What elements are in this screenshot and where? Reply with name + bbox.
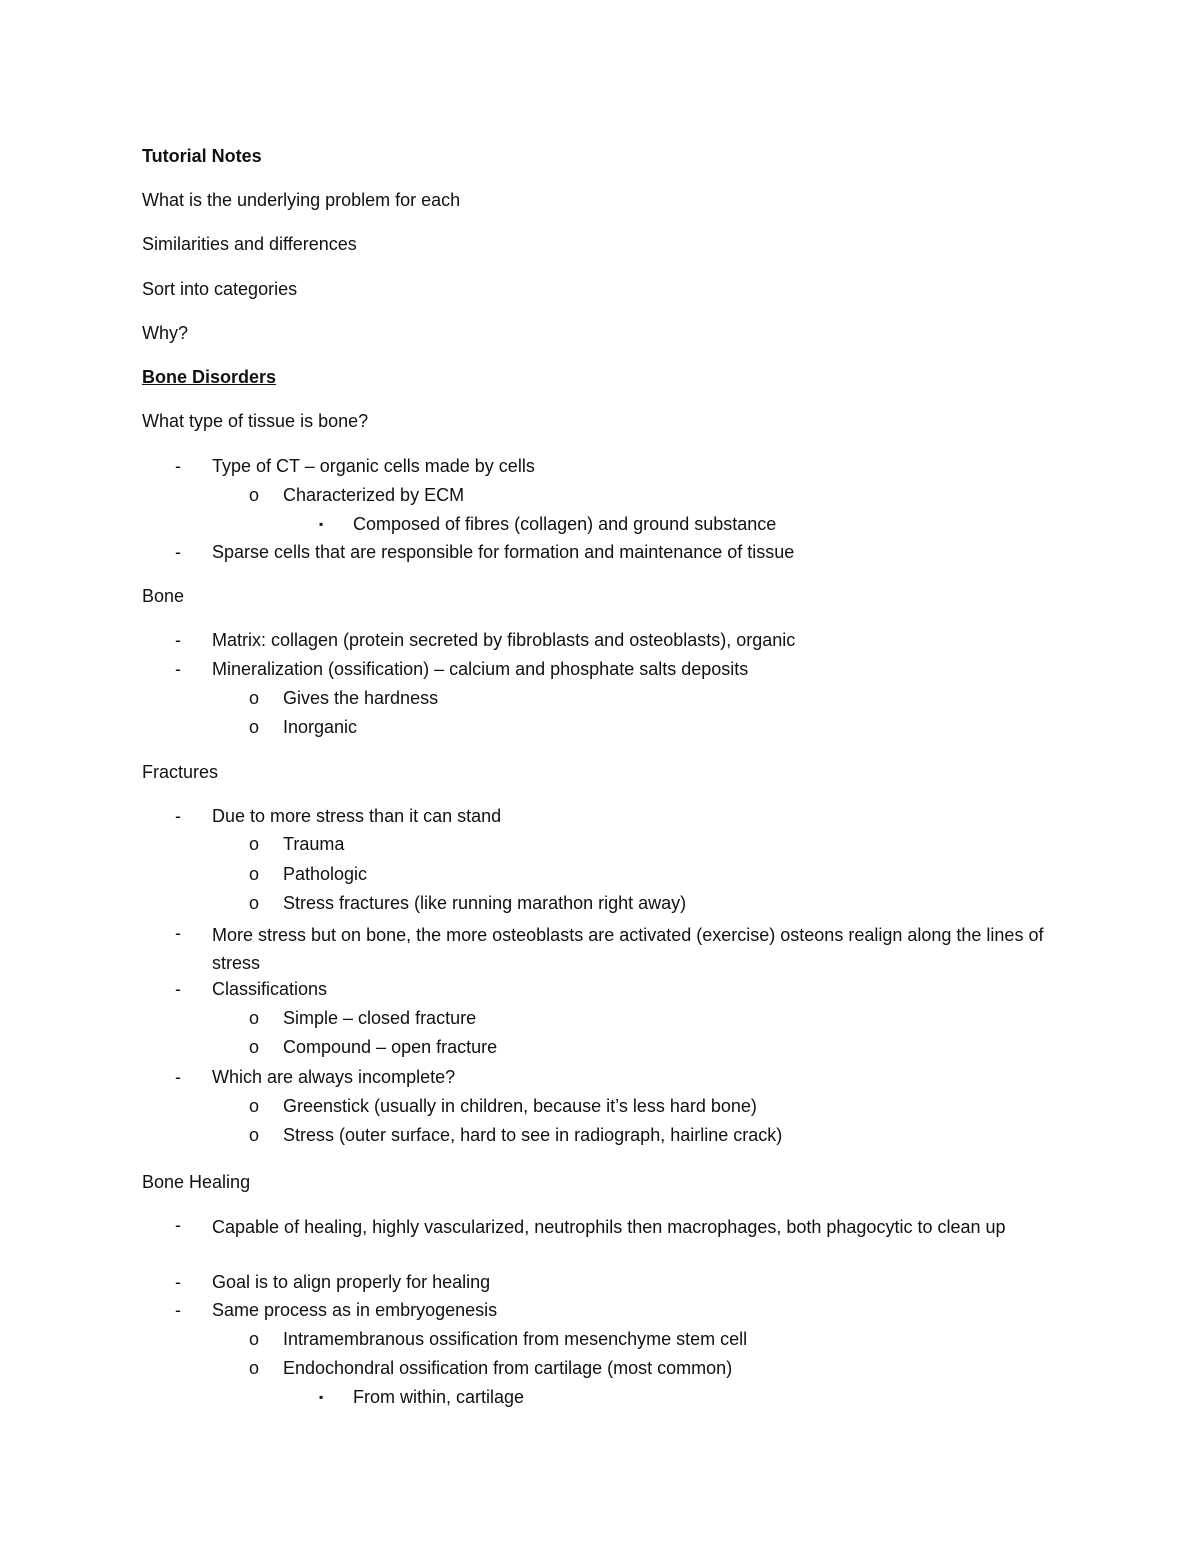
circle-bullet: o (249, 717, 260, 737)
dash-bullet: - (175, 1300, 181, 1320)
list-item: Intramembranous ossification from mesenchyme stem cell (283, 1329, 748, 1349)
section-heading: Bone Disorders (142, 367, 277, 387)
intro-line: Why? (142, 323, 189, 343)
intro-line: Sort into categories (142, 279, 298, 299)
circle-bullet: o (249, 485, 260, 505)
question-line: What type of tissue is bone? (142, 411, 369, 431)
list-item: From within, cartilage (353, 1387, 525, 1407)
list-item: Stress fractures (like running marathon right away) (283, 893, 687, 913)
circle-bullet: o (249, 1096, 260, 1116)
intro-line: What is the underlying problem for each (142, 190, 461, 210)
square-bullet: ▪ (319, 1390, 324, 1404)
section-label-fractures: Fractures (142, 762, 219, 782)
dash-bullet: - (175, 456, 181, 476)
list-item: Greenstick (usually in children, because it’s less hard bone) (283, 1096, 757, 1116)
section-label-bone-healing: Bone Healing (142, 1172, 251, 1192)
list-item: Sparse cells that are responsible for formation and maintenance of tissue (212, 542, 795, 562)
list-item: Composed of fibres (collagen) and ground substance (353, 514, 777, 534)
list-item: Endochondral ossification from cartilage (most common) (283, 1358, 733, 1378)
circle-bullet: o (249, 1008, 260, 1028)
section-label-bone: Bone (142, 586, 185, 606)
list-item: Pathologic (283, 864, 368, 884)
list-item: Stress (outer surface, hard to see in radiograph, hairline crack) (283, 1125, 783, 1145)
dash-bullet: - (175, 979, 181, 999)
list-item: Simple – closed fracture (283, 1008, 477, 1028)
circle-bullet: o (249, 1329, 260, 1349)
circle-bullet: o (249, 834, 260, 854)
dash-bullet: - (175, 806, 181, 826)
circle-bullet: o (249, 1125, 260, 1145)
list-item: Type of CT – organic cells made by cells (212, 456, 535, 476)
dash-bullet: - (175, 923, 181, 943)
list-item: Compound – open fracture (283, 1037, 498, 1057)
dash-bullet: - (175, 630, 181, 650)
list-item: Which are always incomplete? (212, 1067, 456, 1087)
circle-bullet: o (249, 1358, 260, 1378)
list-item: Characterized by ECM (283, 485, 465, 505)
list-item: Gives the hardness (283, 688, 439, 708)
list-item: Trauma (283, 834, 345, 854)
dash-bullet: - (175, 1272, 181, 1292)
list-item: Same process as in embryogenesis (212, 1300, 498, 1320)
list-item: Matrix: collagen (protein secreted by fibroblasts and osteoblasts), organic (212, 630, 796, 650)
list-item: Inorganic (283, 717, 358, 737)
page-title: Tutorial Notes (142, 146, 262, 166)
list-item: Mineralization (ossification) – calcium and phosphate salts deposits (212, 659, 749, 679)
circle-bullet: o (249, 893, 260, 913)
intro-line: Similarities and differences (142, 234, 357, 254)
list-item: Goal is to align properly for healing (212, 1272, 491, 1292)
square-bullet: ▪ (319, 517, 324, 531)
list-item: Capable of healing, highly vascularized, neutrophils then macrophages, both phagocytic to clean up (212, 1217, 1006, 1237)
dash-bullet: - (175, 542, 181, 562)
list-item: Classifications (212, 979, 328, 999)
dash-bullet: - (175, 1067, 181, 1087)
list-item: Due to more stress than it can stand (212, 806, 502, 826)
dash-bullet: - (175, 1215, 181, 1235)
list-item: More stress but on bone, the more osteoblasts are activated (exercise) osteons realign along the lines of stress (212, 925, 1044, 973)
circle-bullet: o (249, 688, 260, 708)
circle-bullet: o (249, 1037, 260, 1057)
dash-bullet: - (175, 659, 181, 679)
circle-bullet: o (249, 864, 260, 884)
